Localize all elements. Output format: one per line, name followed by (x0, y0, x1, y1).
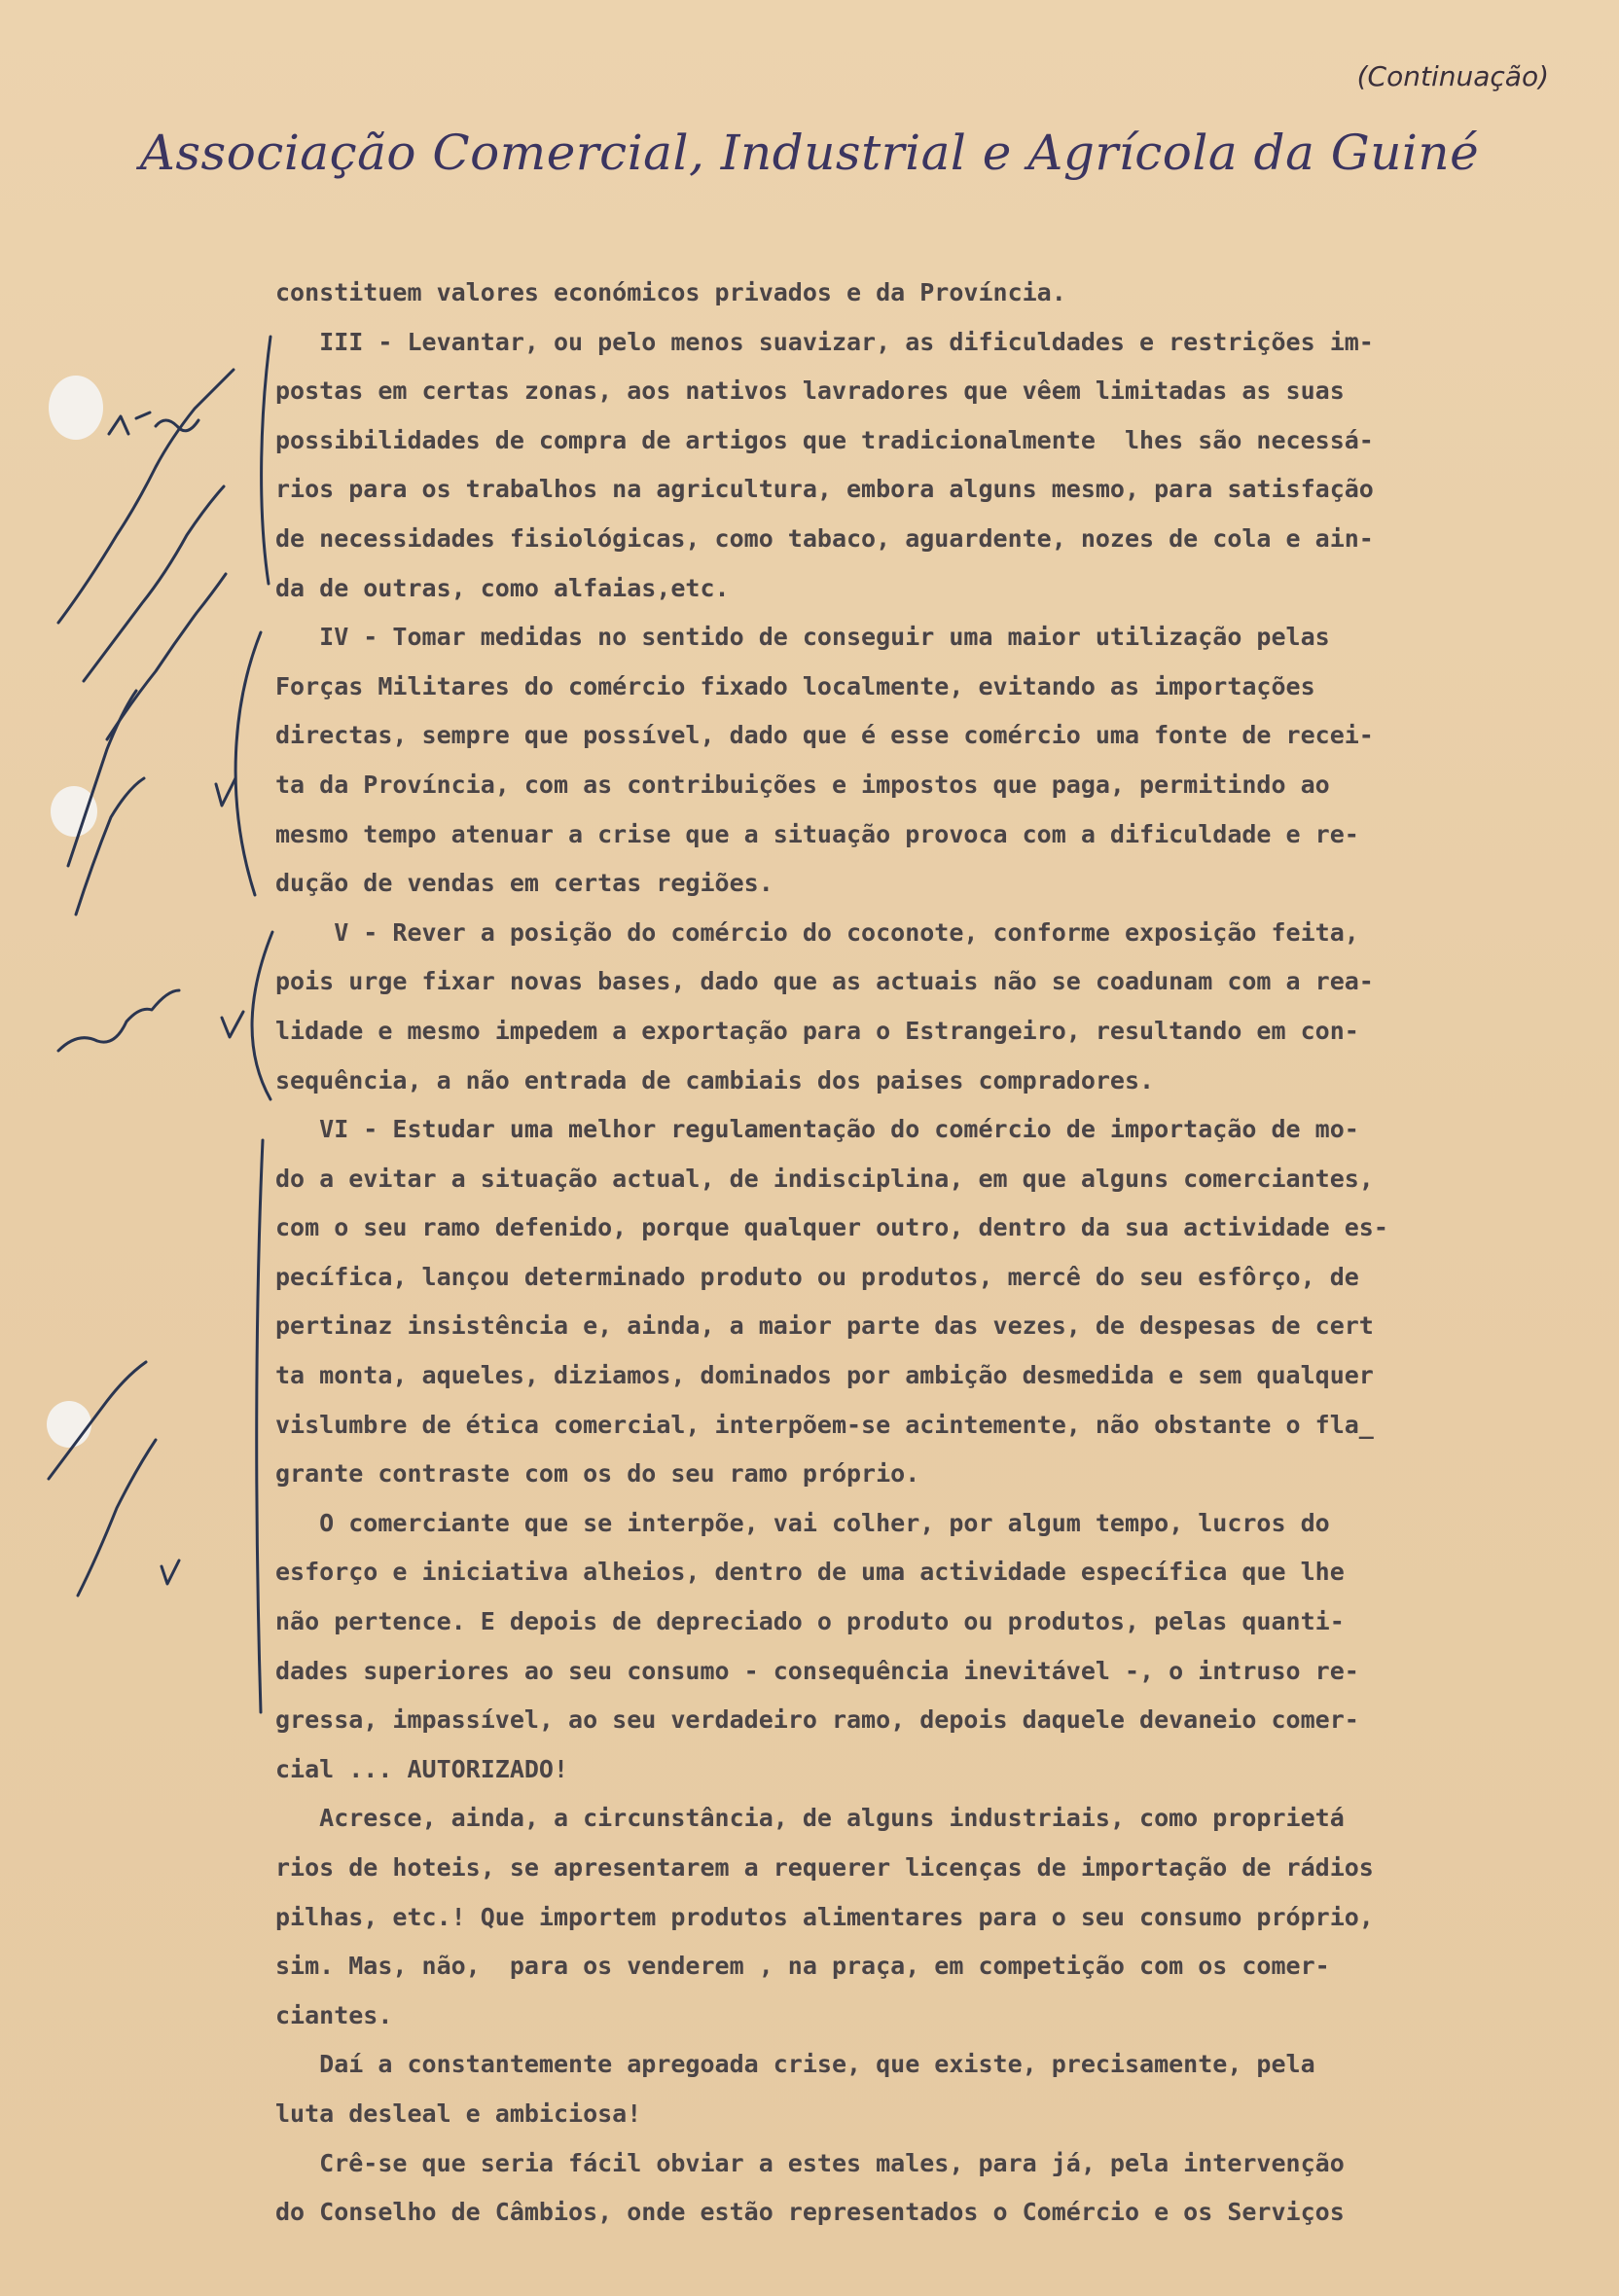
typed-body (275, 269, 1603, 2238)
handwriting-scrawl (216, 778, 235, 806)
body-line: mesmo tempo atenuar a crise que a situação provoca com a dificuldade e re- (275, 819, 1359, 848)
body-line: constituem valores económicos privados e da Província. (275, 278, 1066, 306)
body-line: com o seu ramo defenido, porque qualquer outro, dentro da sua actividade es- (275, 1213, 1388, 1242)
body-line: rios para os trabalhos na agricultura, embora alguns mesmo, para satisfação (275, 475, 1374, 504)
body-line: pertinaz insistência e, ainda, a maior parte das vezes, de despesas de cert (275, 1311, 1374, 1341)
handwriting-scrawl (76, 778, 144, 915)
body-line: IV - Tomar medidas no sentido de conseguir uma maior utilização pelas (275, 623, 1330, 652)
handwriting-scrawl (49, 1362, 146, 1479)
body-line: dução de vendas em certas regiões. (275, 869, 774, 898)
body-line: Crê-se que seria fácil obviar a estes males, para já, pela intervenção (275, 2148, 1345, 2177)
body-line: rios de hoteis, se apresentarem a requerer licenças de importação de rádios (275, 1853, 1374, 1882)
body-line: sim. Mas, não, para os venderem , na praça, em competição com os comer- (275, 1952, 1330, 1981)
body-line: Forças Militares do comércio fixado localmente, evitando as importações (275, 671, 1315, 700)
body-line: postas em certas zonas, aos nativos lavradores que vêem limitadas as suas (275, 377, 1345, 406)
handwriting-scrawl (58, 990, 179, 1051)
body-line: V - Rever a posição do comércio do coconote, conforme exposição feita, (275, 917, 1359, 947)
body-line: pecífica, lançou determinado produto ou produtos, mercê do seu esfôrço, de (275, 1262, 1359, 1291)
body-line: dades superiores ao seu consumo - consequência inevitável -, o intruso re- (275, 1656, 1359, 1685)
margin-bracket (252, 932, 272, 1099)
body-line: pilhas, etc.! Que importem produtos alimentares para o seu consumo próprio, (275, 1902, 1374, 1931)
body-line: de necessidades fisiológicas, como tabaco, aguardente, nozes de cola e ain- (275, 523, 1374, 553)
handwriting-scrawl (162, 1561, 179, 1584)
margin-bracket (262, 337, 270, 584)
body-line: sequência, a não entrada de cambiais dos paises compradores. (275, 1065, 1155, 1094)
body-line: III - Levantar, ou pelo menos suavizar, as dificuldades e restrições im- (275, 327, 1374, 356)
body-line: Acresce, ainda, a circunstância, de alguns industriais, como proprietá (275, 1804, 1345, 1833)
body-line: não pertence. E depois de depreciado o produto ou produtos, pelas quanti- (275, 1607, 1345, 1636)
body-line: VI - Estudar uma melhor regulamentação do comércio de importação de mo- (275, 1115, 1359, 1144)
body-line: grante contraste com os do seu ramo próprio. (275, 1459, 920, 1489)
body-line: directas, sempre que possível, dado que é esse comércio uma fonte de recei- (275, 721, 1374, 750)
margin-bracket (235, 632, 261, 895)
letterhead-title: Associação Comercial, Industrial e Agrícola da Guiné (139, 125, 1480, 181)
continuation-label: (Continuação) (1356, 60, 1549, 92)
body-line: ta da Província, com as contribuições e impostos que paga, permitindo ao (275, 770, 1330, 799)
body-line: lidade e mesmo impedem a exportação para o Estrangeiro, resultando em con- (275, 1016, 1359, 1045)
body-line: da de outras, como alfaias,etc. (275, 573, 730, 602)
handwriting-scrawl (107, 574, 226, 739)
body-line: O comerciante que se interpõe, vai colher, por algum tempo, lucros do (275, 1508, 1330, 1537)
body-line: cial ... AUTORIZADO! (275, 1754, 569, 1783)
body-line: Daí a constantemente apregoada crise, que existe, precisamente, pela (275, 2050, 1315, 2079)
handwritten-annotations (0, 0, 292, 2296)
margin-bracket (257, 1140, 263, 1712)
body-line: vislumbre de ética comercial, interpõem-se acintemente, não obstante o fla_ (275, 1410, 1374, 1439)
handwriting-scrawl (58, 370, 234, 623)
body-line: luta desleal e ambiciosa! (275, 2099, 642, 2128)
body-line: gressa, impassível, ao seu verdadeiro ramo, depois daquele devaneio comer- (275, 1705, 1359, 1735)
body-line: ciantes. (275, 2000, 393, 2029)
handwriting-scrawl (84, 486, 224, 681)
body-line: pois urge fixar novas bases, dado que as actuais não se coadunam com a rea- (275, 967, 1374, 996)
body-line: do Conselho de Câmbios, onde estão representados o Comércio e os Serviços (275, 2198, 1345, 2227)
handwriting-scrawl (78, 1440, 156, 1596)
body-line: ta monta, aqueles, diziamos, dominados por ambição desmedida e sem qualquer (275, 1361, 1374, 1390)
body-line: esforço e iniciativa alheios, dentro de uma actividade específica que lhe (275, 1558, 1345, 1587)
body-line: do a evitar a situação actual, de indisciplina, em que alguns comerciantes, (275, 1164, 1374, 1193)
handwriting-scrawl (222, 1012, 243, 1037)
body-line: possibilidades de compra de artigos que tradicionalmente lhes são necessá- (275, 425, 1374, 454)
